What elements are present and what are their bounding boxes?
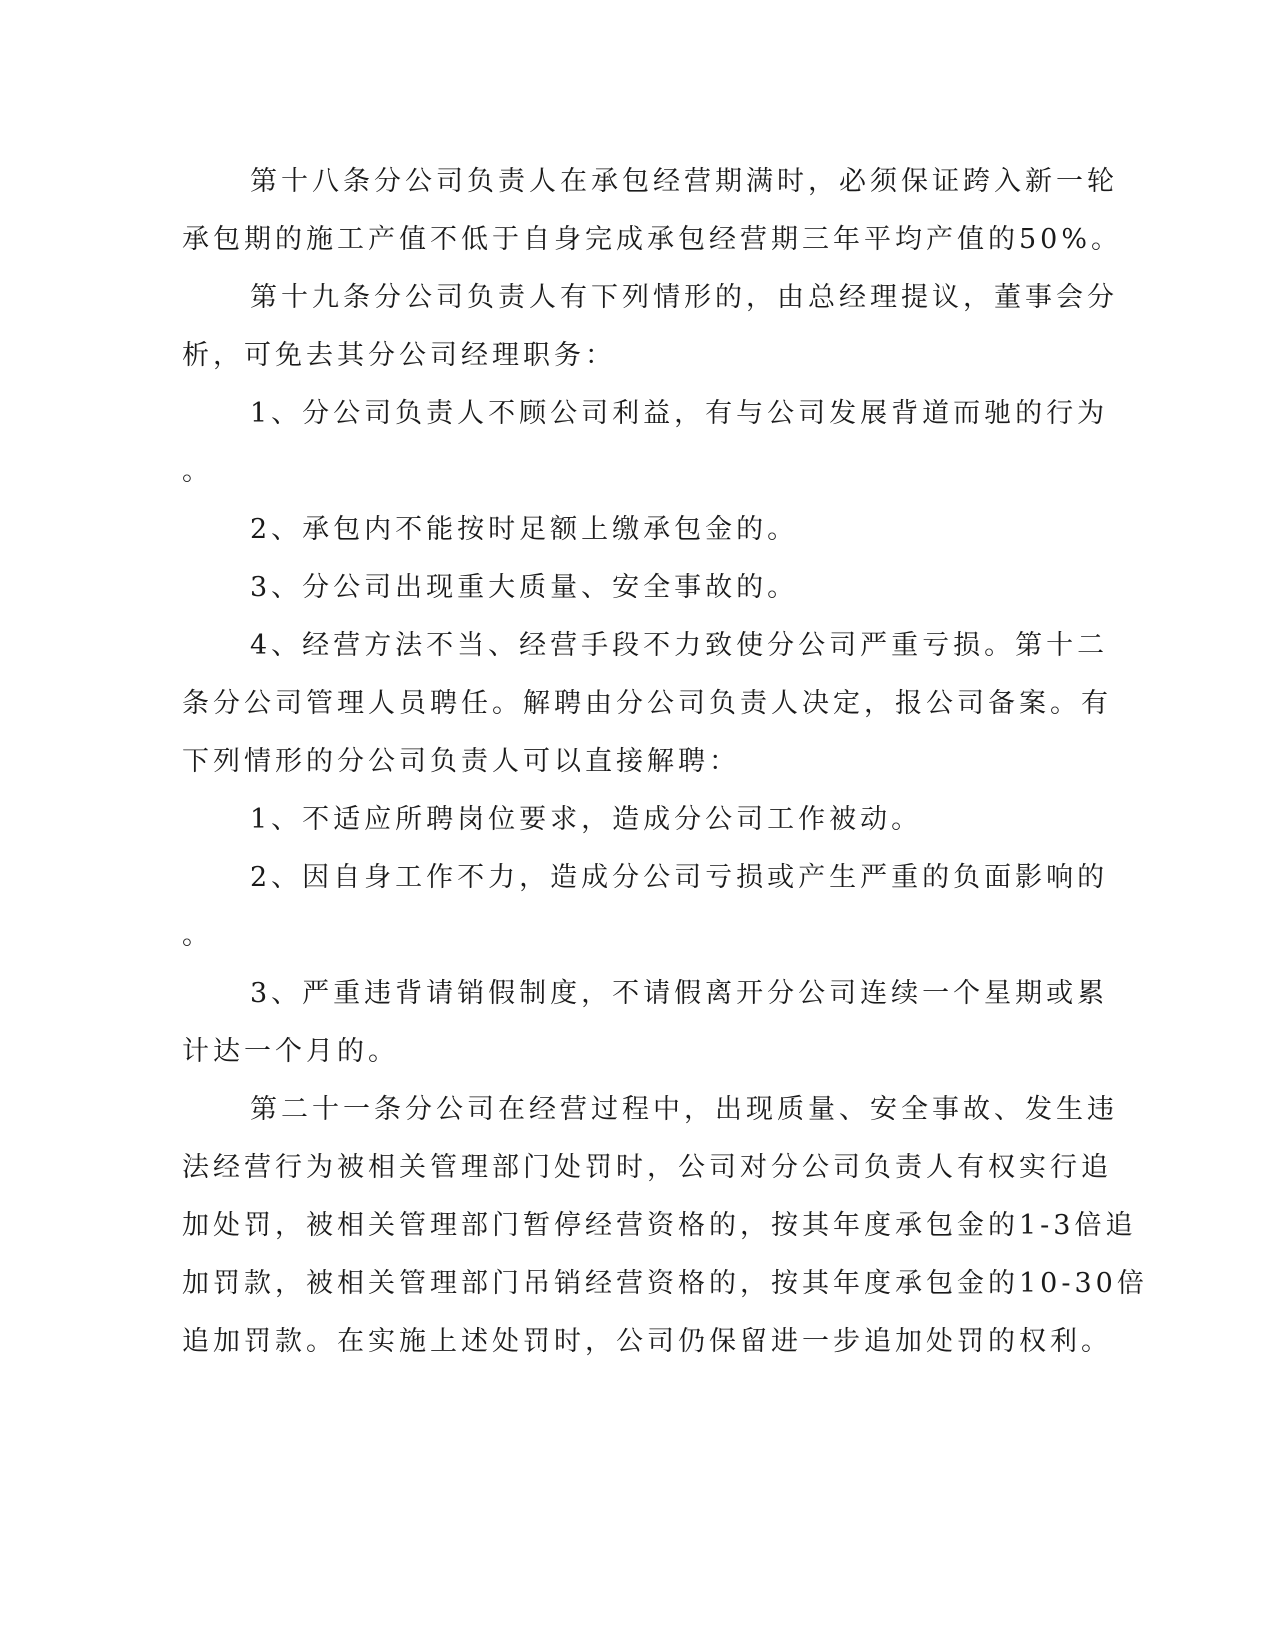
text-line: 承包期的施工产值不低于自身完成承包经营期三年平均产值的50%。 xyxy=(182,224,1123,255)
text-line: 。 xyxy=(182,456,213,487)
text-line: 2、因自身工作不力，造成分公司亏损或产生严重的负面影响的 xyxy=(250,862,1109,893)
text-line: 加罚款，被相关管理部门吊销经营资格的，按其年度承包金的10-30倍 xyxy=(182,1268,1148,1299)
text-line: 条分公司管理人员聘任。解聘由分公司负责人决定，报公司备案。有 xyxy=(182,688,1112,719)
text-line: 计达一个月的。 xyxy=(182,1036,399,1067)
text-line: 第十八条分公司负责人在承包经营期满时，必须保证跨入新一轮 xyxy=(250,166,1118,197)
text-line: 第二十一条分公司在经营过程中，出现质量、安全事故、发生违 xyxy=(250,1094,1118,1125)
text-line: 法经营行为被相关管理部门处罚时，公司对分公司负责人有权实行追 xyxy=(182,1152,1112,1183)
text-line: 。 xyxy=(182,920,213,951)
text-line: 下列情形的分公司负责人可以直接解聘： xyxy=(182,746,740,777)
text-line: 1、分公司负责人不顾公司利益，有与公司发展背道而驰的行为 xyxy=(250,398,1109,429)
text-line: 加处罚，被相关管理部门暂停经营资格的，按其年度承包金的1-3倍追 xyxy=(182,1210,1137,1241)
text-line: 2、承包内不能按时足额上缴承包金的。 xyxy=(250,514,799,545)
text-line: 4、经营方法不当、经营手段不力致使分公司严重亏损。第十二 xyxy=(250,630,1109,661)
text-line: 析，可免去其分公司经理职务： xyxy=(182,340,616,371)
text-line: 1、不适应所聘岗位要求，造成分公司工作被动。 xyxy=(250,804,923,835)
text-line: 3、严重违背请销假制度，不请假离开分公司连续一个星期或累 xyxy=(250,978,1109,1009)
text-line: 追加罚款。在实施上述处罚时，公司仍保留进一步追加处罚的权利。 xyxy=(182,1326,1112,1357)
text-line: 第十九条分公司负责人有下列情形的，由总经理提议，董事会分 xyxy=(250,282,1118,313)
text-line: 3、分公司出现重大质量、安全事故的。 xyxy=(250,572,799,603)
